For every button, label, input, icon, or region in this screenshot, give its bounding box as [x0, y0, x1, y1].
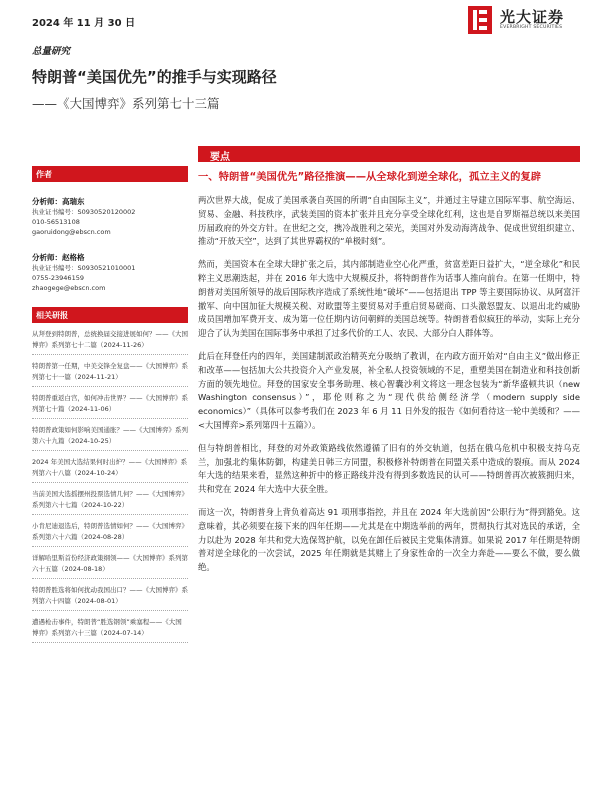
related-report-item[interactable]: 遭遇枪击事件，特朗普“胜选钢领”乘塞程——《大国博弈》系列第六十三篇（2024-07-14）	[32, 617, 188, 643]
brand-logo	[468, 6, 580, 36]
related-report-item[interactable]: 2024 年美国大选结果何时出炉？——《大国博弈》系列第六十八篇（2024-10-24）	[32, 457, 188, 483]
report-category: 总量研究	[32, 46, 71, 57]
related-report-item[interactable]: 特朗普政策如何影响美国通胀？——《大国博弈》系列第六十九篇（2024-10-25）	[32, 425, 188, 451]
analyst-email[interactable]: gaoruidong@ebscn.com	[32, 228, 111, 236]
related-report-item[interactable]: 小肯尼迪退选后，特朗普选情如何？——《大国博弈》系列第六十六篇（2024-08-28）	[32, 521, 188, 547]
related-report-item[interactable]: 从拜登到特朗普，总统换届交接进展如何？——《大国博弈》系列第七十二篇（2024-11-26）	[32, 329, 188, 355]
everbright-logo-icon	[468, 6, 492, 34]
logo-text: 光大证券	[500, 8, 565, 26]
analyst-name: 分析师：高瑞东	[32, 197, 85, 206]
report-date: 2024 年 11 月 30 日	[32, 18, 136, 29]
key-points-label: 要点	[210, 152, 230, 163]
report-title: 特朗普“美国优先”的推手与实现路径	[32, 68, 277, 86]
related-report-item[interactable]: 特朗普第一任期，中美交锋全复盘——《大国博弈》系列第七十一篇（2024-11-21）	[32, 361, 188, 387]
related-reports-list	[32, 329, 188, 643]
body-paragraph: 然而，美国资本在全球大肆扩张之后，其内部制造业空心化严重，贫富差距日益扩大，“逆全球化”和民粹主义思潮迭起，并在 2016 年大选中大规模反扑，将特朗普作为话事人推向前台。在第一任期中，特朗普对美国所领导的战后国际秩序造成了系统性地“破坏”——包括退出 TPP 等主要国际协议、从阿富汗撤军、向中国加征大规模关税、对欧盟等主要贸易对手重启贸易磋商、口头激怒盟友、以退出北约威胁成员国增加军费开支、成为第一位任期内访问朝鲜的美国总统等。特朗普看似疯狂的举动，实际上充分迎合了认为美国在国际事务中承担了过多代价的工人、农民、大部分白人群体等。	[198, 259, 580, 339]
analyst-cert: 执业证书编号：S0930520120002	[32, 208, 136, 216]
key-points-bar	[198, 146, 580, 162]
body-paragraph: 而这一次，特朗普身上背负着高达 91 项刑事指控，并且在 2024 年大选前因“公职行为”得到豁免。这意味着，其必须要在接下来的四年任期——尤其是在中期选举前的两年，贯彻执行其对选民的承诺，全力以赴为 2028 年共和党大选保驾护航，以免在卸任后被民主党集体清算。如果说 2017 年任期是特朗普对逆全球化的一次尝试，2025 年任期就是其赌上了身家性命的一次全力奔赴——要么不做，要么做绝。	[198, 506, 580, 573]
related-report-item[interactable]: 当前美国大选摇摆州投票选情几何？——《大国博弈》系列第六十七篇（2024-10-22）	[32, 489, 188, 515]
main-content	[198, 170, 580, 584]
related-report-item[interactable]: 详解哈里斯首份经济政策纲领——《大国博弈》系列第六十五篇（2024-08-18）	[32, 553, 188, 579]
sidebar	[32, 166, 188, 649]
related-report-item[interactable]: 特朗普重返白宫，如何冲击世界？——《大国博弈》系列第七十篇（2024-11-06）	[32, 393, 188, 419]
section-heading: 一、特朗普“美国优先”路径推演——从全球化到逆全球化，孤立主义的复辟	[198, 171, 542, 183]
analyst-name: 分析师：赵格格	[32, 253, 85, 262]
analyst-phone: 0755-23946159	[32, 274, 84, 282]
analyst-email[interactable]: zhaogege@ebscn.com	[32, 284, 106, 292]
body-paragraph: 两次世界大战，促成了美国承袭自英国的所谓“自由国际主义”，并通过主导建立国际军事、航空海运、贸易、金融、科技秩序，武装美国的资本扩张并且充分享受全球化红利，这也是自罗斯福总统以来美国历届政府的外交方针。在世纪之交，携冷战胜利之荣光，美国对外发动海湾战争、促成世贸组织建立、推动“开放天空”，达到了其世界霸权的“单极时刻”。	[198, 195, 580, 247]
related-reports-header: 相关研报	[32, 307, 188, 323]
analyst-card	[32, 196, 188, 237]
analyst-card	[32, 252, 188, 293]
analyst-phone: 010-56513108	[32, 218, 80, 226]
authors-header: 作者	[32, 166, 188, 182]
analyst-cert: 执业证书编号：S0930521010001	[32, 264, 136, 272]
body-paragraph: 此后在拜登任内的四年，美国建制派政治精英充分吸纳了教训，在内政方面开始对“自由主义”做出修正和改革——包括加大公共投资介入产业发展，补全私人投资领域的不足，重塑美国在制造业和科技创新方面的领先地位。拜登的国家安全事务助理、核心智囊沙利文将这一理念包装为“新华盛顿共识（new Washington consensus）”，耶伦则称之为“现代供给侧经济学（modern supply side economics）”（具体可以参考我们在 2023 年 6 月 11 日外发的报告《如何看待这一轮中美缓和？——<大国博弈>系列第四十五篇》）。	[198, 350, 580, 430]
body-paragraph: 但与特朗普相比，拜登的对外政策路线依然遵循了旧有的外交轨道，包括在俄乌危机中积极支持乌克兰，加强北约集体防御，构建美日韩三方同盟，积极修补特朗普在同盟关系中造成的裂痕。而从 2024 年大选的结果来看，显然这种折中的修正路线并没有得到多数选民的认可——特朗普再次被簇拥归来，共和党在 2024 年大选中大获全胜。	[198, 442, 580, 495]
related-report-item[interactable]: 特朗普胜选将如何扰动我国出口？——《大国博弈》系列第六十四篇（2024-08-01）	[32, 585, 188, 611]
report-subtitle: ——《大国博弈》系列第七十三篇	[32, 96, 220, 111]
logo-subtext: EVERBRIGHT SECURITIES	[500, 25, 563, 30]
